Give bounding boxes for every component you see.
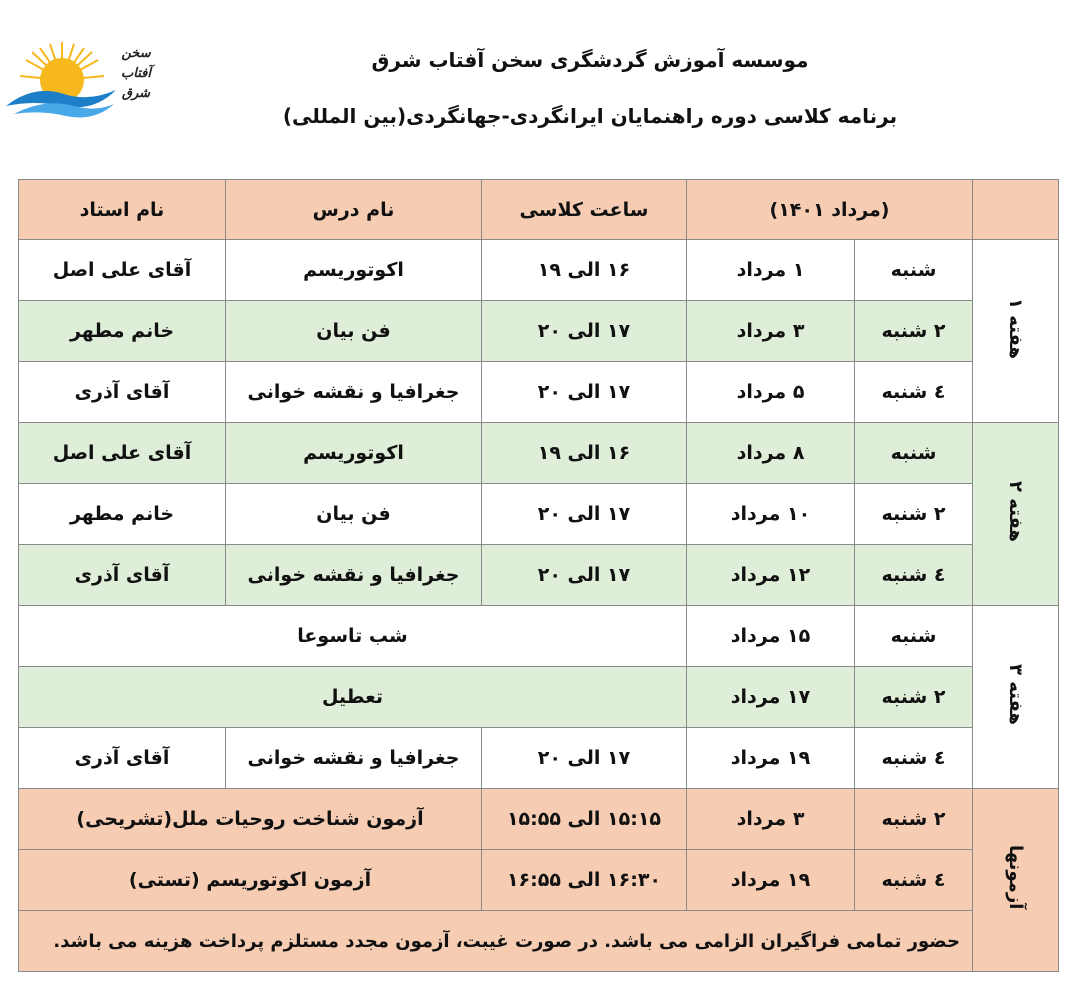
wave-icon [6,90,116,118]
class-schedule-table [18,179,1059,972]
note-row [19,911,1059,972]
teacher-cell: آقای آذری [19,728,226,789]
time-cell: ۱۷ الی ۲۰ [482,362,687,423]
day-cell: ٤ شنبه [855,728,973,789]
date-cell: ۳ مرداد [687,789,855,850]
date-cell: ۱۹ مرداد [687,728,855,789]
teacher-cell: آقای آذری [19,362,226,423]
table-row [19,606,1059,667]
day-cell: ٤ شنبه [855,850,973,911]
week-3-label: هفته ۳ [973,606,1059,789]
day-cell: شنبه [855,240,973,301]
time-cell: ۱۷ الی ۲۰ [482,545,687,606]
course-cell: فن بیان [226,301,482,362]
teacher-cell: خانم مطهر [19,301,226,362]
date-column-header: (مرداد ۱۴۰۱) [687,180,973,240]
course-column-header: نام درس [226,180,482,240]
table-header-row [19,180,1059,240]
table-row [19,301,1059,362]
course-cell: اکوتوریسم [226,240,482,301]
table-row [19,362,1059,423]
exams-label: آزمونها [973,789,1059,972]
day-cell: ۲ شنبه [855,484,973,545]
attendance-note: حضور تمامی فراگیران الزامی می باشد. در صورت غیبت، آزمون مجدد مستلزم پرداخت هزینه می باشد. [19,911,973,972]
course-cell: جغرافیا و نقشه خوانی [226,362,482,423]
time-cell: ۱۷ الی ۲۰ [482,301,687,362]
date-cell: ۵ مرداد [687,362,855,423]
table-row [19,240,1059,301]
week-1-label: هفته ۱ [973,240,1059,423]
table-row [19,667,1059,728]
day-cell: ۲ شنبه [855,667,973,728]
date-cell: ۱ مرداد [687,240,855,301]
teacher-cell: خانم مطهر [19,484,226,545]
date-cell: ۱۵ مرداد [687,606,855,667]
table-row [19,728,1059,789]
teacher-cell: آقای علی اصل [19,240,226,301]
time-cell: ۱۶ الی ۱۹ [482,240,687,301]
week-2-label: هفته ۲ [973,423,1059,606]
course-cell: جغرافیا و نقشه خوانی [226,545,482,606]
course-cell: جغرافیا و نقشه خوانی [226,728,482,789]
date-cell: ۱۹ مرداد [687,850,855,911]
date-cell: ۸ مرداد [687,423,855,484]
course-cell: اکوتوریسم [226,423,482,484]
day-cell: ٤ شنبه [855,545,973,606]
holiday-cell: تعطیل [19,667,687,728]
exam-row [19,789,1059,850]
time-cell: ۱۷ الی ۲۰ [482,728,687,789]
date-cell: ۳ مرداد [687,301,855,362]
day-cell: ٤ شنبه [855,362,973,423]
institute-title: موسسه آموزش گردشگری سخن آفتاب شرق [371,48,809,72]
time-column-header: ساعت کلاسی [482,180,687,240]
day-cell: ۲ شنبه [855,789,973,850]
date-cell: ۱۷ مرداد [687,667,855,728]
table-row [19,484,1059,545]
teacher-cell: آقای آذری [19,545,226,606]
holiday-cell: شب تاسوعا [19,606,687,667]
table-row [19,423,1059,484]
exam-row [19,850,1059,911]
course-cell: فن بیان [226,484,482,545]
table-row [19,545,1059,606]
day-cell: ۲ شنبه [855,301,973,362]
teacher-column-header: نام استاد [19,180,226,240]
program-subtitle: برنامه کلاسی دوره راهنمایان ایرانگردی-جهانگردی(بین المللی) [282,104,898,128]
date-cell: ۱۰ مرداد [687,484,855,545]
week-header-cell [973,180,1059,240]
logo-wordmark: سخن آفتاب شرق [121,46,151,101]
day-cell: شنبه [855,423,973,484]
time-cell: ۱۶ الی ۱۹ [482,423,687,484]
date-cell: ۱۲ مرداد [687,545,855,606]
time-cell: ۱۵:۱۵ الی ۱۵:۵۵ [482,789,687,850]
teacher-cell: آقای علی اصل [19,423,226,484]
exam-title-cell: آزمون شناخت روحیات ملل(تشریحی) [19,789,482,850]
day-cell: شنبه [855,606,973,667]
time-cell: ۱۷ الی ۲۰ [482,484,687,545]
exam-title-cell: آزمون اکوتوریسم (تستی) [19,850,482,911]
time-cell: ۱۶:۳۰ الی ۱۶:۵۵ [482,850,687,911]
